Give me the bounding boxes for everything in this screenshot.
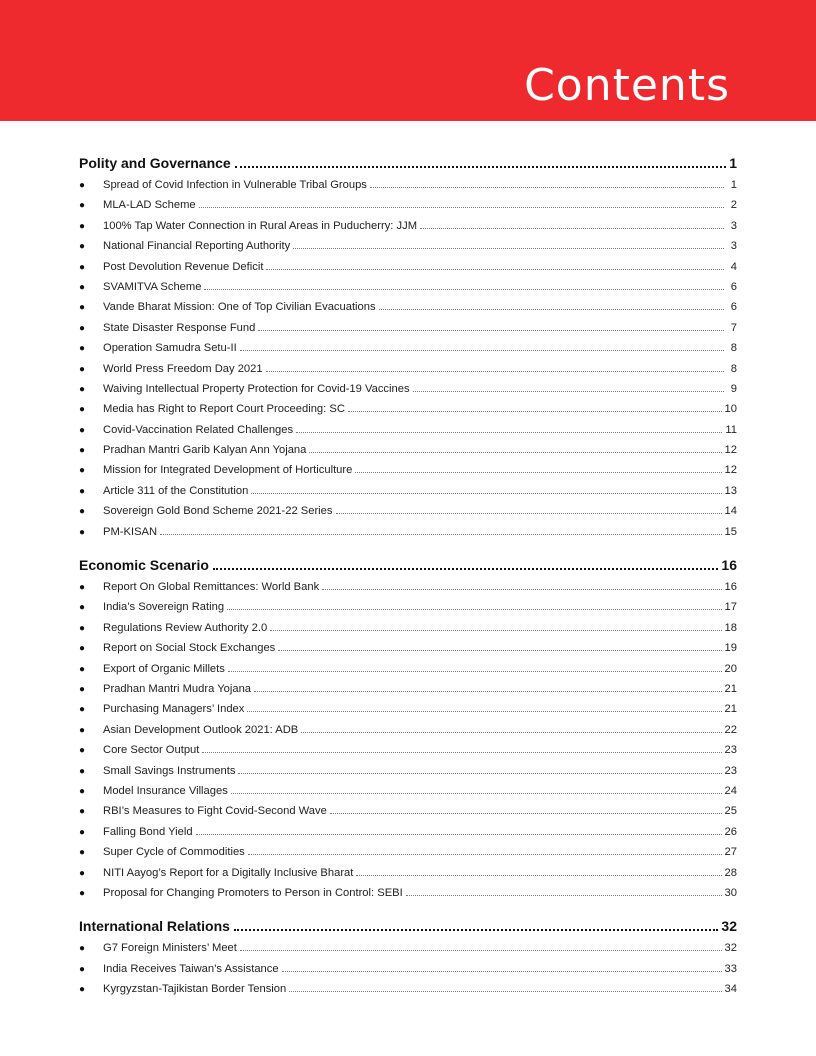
entry-title: Covid-Vaccination Related Challenges xyxy=(103,423,294,436)
toc-entry[interactable] xyxy=(79,642,737,662)
entry-page-number: 12 xyxy=(724,464,737,477)
section-title: International Relations xyxy=(79,918,230,935)
dot-leader xyxy=(251,492,721,494)
entry-title: India Receives Taiwan’s Assistance xyxy=(103,962,279,975)
dot-leader xyxy=(270,629,721,631)
bullet-icon: ● xyxy=(79,383,86,395)
dot-leader xyxy=(293,247,724,249)
bullet-icon: ● xyxy=(79,506,86,518)
toc-entry[interactable] xyxy=(79,424,737,444)
entry-title: MLA-LAD Scheme xyxy=(103,199,196,212)
toc-section xyxy=(79,155,737,546)
entry-title: Sovereign Gold Bond Scheme 2021-22 Series xyxy=(103,505,333,518)
bullet-icon: ● xyxy=(79,281,86,293)
entry-page-number: 20 xyxy=(724,662,737,675)
toc-entry[interactable] xyxy=(79,505,737,525)
toc-entry[interactable] xyxy=(79,301,737,321)
entry-title: NITI Aayog’s Report for a Digitally Inclusive Bharat xyxy=(103,866,354,879)
bullet-icon: ● xyxy=(79,847,86,859)
dot-leader xyxy=(231,792,722,794)
entry-title: Media has Right to Report Court Proceeding: SC xyxy=(103,403,345,416)
bullet-icon: ● xyxy=(79,424,86,436)
toc-entry[interactable] xyxy=(79,403,737,423)
entry-title: Pradhan Mantri Garib Kalyan Ann Yojana xyxy=(103,444,307,457)
entry-title: Regulations Review Authority 2.0 xyxy=(103,621,268,634)
toc-entry[interactable] xyxy=(79,444,737,464)
entry-page-number: 21 xyxy=(724,682,737,695)
toc-entry[interactable] xyxy=(79,601,737,621)
dot-leader xyxy=(228,670,722,672)
entry-page-number: 10 xyxy=(724,403,737,416)
entry-title: 100% Tap Water Connection in Rural Areas in Puducherry: JJM xyxy=(103,219,418,232)
dot-leader xyxy=(282,970,722,972)
bullet-icon: ● xyxy=(79,582,86,594)
entry-page-number: 8 xyxy=(730,362,737,375)
dot-leader xyxy=(204,288,724,290)
toc-entry[interactable] xyxy=(79,261,737,281)
bullet-icon: ● xyxy=(79,643,86,655)
bullet-icon: ● xyxy=(79,622,86,634)
toc-entry[interactable] xyxy=(79,942,737,962)
entry-title: National Financial Reporting Authority xyxy=(103,240,291,253)
entry-page-number: 14 xyxy=(724,505,737,518)
entry-page-number: 32 xyxy=(724,942,737,955)
bullet-icon: ● xyxy=(79,343,86,355)
entry-title: Kyrgyzstan-Tajikistan Border Tension xyxy=(103,983,287,996)
entry-page-number: 12 xyxy=(724,444,737,457)
bullet-icon: ● xyxy=(79,806,86,818)
bullet-icon: ● xyxy=(79,765,86,777)
entry-page-number: 11 xyxy=(725,423,737,436)
bullet-icon: ● xyxy=(79,724,86,736)
entry-page-number: 19 xyxy=(724,642,737,655)
dot-leader xyxy=(202,751,721,753)
toc-entry[interactable] xyxy=(79,363,737,383)
dot-leader xyxy=(199,206,724,208)
entry-title: Proposal for Changing Promoters to Person in Control: SEBI xyxy=(103,886,403,899)
toc-entry[interactable] xyxy=(79,240,737,260)
bullet-icon: ● xyxy=(79,363,86,375)
bullet-icon: ● xyxy=(79,887,86,899)
entry-title: Article 311 of the Constitution xyxy=(103,484,249,497)
toc-section xyxy=(79,918,737,1003)
bullet-icon: ● xyxy=(79,485,86,497)
dot-leader xyxy=(355,471,721,473)
toc-entry[interactable] xyxy=(79,887,737,907)
entry-title: World Press Freedom Day 2021 xyxy=(103,362,263,375)
section-page-number: 32 xyxy=(721,918,737,935)
table-of-contents xyxy=(79,155,737,1003)
toc-entry[interactable] xyxy=(79,765,737,785)
entry-page-number: 33 xyxy=(724,962,737,975)
bullet-icon: ● xyxy=(79,445,86,457)
dot-leader xyxy=(289,990,721,992)
toc-entry[interactable] xyxy=(79,846,737,866)
dot-leader xyxy=(278,649,721,651)
bullet-icon: ● xyxy=(79,404,86,416)
entry-title: Pradhan Mantri Mudra Yojana xyxy=(103,682,252,695)
entry-title: Waiving Intellectual Property Protection for Covid-19 Vaccines xyxy=(103,382,410,395)
entry-title: Core Sector Output xyxy=(103,744,200,757)
toc-entry[interactable] xyxy=(79,526,737,546)
toc-entry[interactable] xyxy=(79,724,737,744)
dot-leader xyxy=(301,731,721,733)
entry-page-number: 25 xyxy=(724,805,737,818)
dot-leader xyxy=(336,512,722,514)
entry-page-number: 26 xyxy=(724,825,737,838)
entry-title: RBI’s Measures to Fight Covid-Second Wave xyxy=(103,805,327,818)
entry-page-number: 30 xyxy=(724,886,737,899)
toc-entry[interactable] xyxy=(79,485,737,505)
entry-title: Small Savings Instruments xyxy=(103,764,236,777)
entry-title: Report On Global Remittances: World Bank xyxy=(103,581,320,594)
entry-title: Vande Bharat Mission: One of Top Civilian Evacuations xyxy=(103,301,376,314)
entry-page-number: 3 xyxy=(730,219,737,232)
section-spacer xyxy=(79,546,737,557)
bullet-icon: ● xyxy=(79,180,86,191)
entry-title: Asian Development Outlook 2021: ADB xyxy=(103,723,299,736)
bullet-icon: ● xyxy=(79,943,86,955)
toc-entry[interactable] xyxy=(79,199,737,219)
bullet-icon: ● xyxy=(79,302,86,314)
entry-page-number: 2 xyxy=(730,199,737,212)
dot-leader xyxy=(240,949,722,951)
entry-page-number: 3 xyxy=(730,240,737,253)
bullet-icon: ● xyxy=(79,867,86,879)
entry-page-number: 23 xyxy=(724,744,737,757)
toc-section xyxy=(79,557,737,907)
section-heading[interactable] xyxy=(79,155,737,179)
entry-page-number: 7 xyxy=(730,321,737,334)
toc-entry[interactable] xyxy=(79,703,737,723)
dot-leader xyxy=(379,308,724,310)
entry-page-number: 15 xyxy=(724,525,737,538)
entry-page-number: 6 xyxy=(730,301,737,314)
entry-page-number: 18 xyxy=(724,621,737,634)
toc-entry[interactable] xyxy=(79,581,737,601)
bullet-icon: ● xyxy=(79,241,86,253)
dot-leader xyxy=(266,268,724,270)
dot-leader xyxy=(240,349,724,351)
toc-entry[interactable] xyxy=(79,683,737,703)
entry-page-number: 24 xyxy=(724,784,737,797)
entry-page-number: 27 xyxy=(724,846,737,859)
bullet-icon: ● xyxy=(79,526,86,538)
dot-leader xyxy=(413,390,724,392)
entry-title: SVAMITVA Scheme xyxy=(103,280,202,293)
entry-title: Purchasing Managers’ Index xyxy=(103,703,245,716)
dot-leader xyxy=(234,928,719,931)
toc-entry[interactable] xyxy=(79,805,737,825)
dot-leader xyxy=(330,812,722,814)
dot-leader xyxy=(406,894,722,896)
entry-page-number: 23 xyxy=(724,764,737,777)
bullet-icon: ● xyxy=(79,261,86,273)
section-heading[interactable] xyxy=(79,918,737,942)
bullet-icon: ● xyxy=(79,826,86,838)
entry-page-number: 28 xyxy=(724,866,737,879)
toc-entry[interactable] xyxy=(79,383,737,403)
toc-entry[interactable] xyxy=(79,464,737,484)
dot-leader xyxy=(356,874,721,876)
toc-entry[interactable] xyxy=(79,663,737,683)
dot-leader xyxy=(196,833,722,835)
entry-title: G7 Foreign Ministers’ Meet xyxy=(103,942,237,955)
dot-leader xyxy=(213,567,718,570)
entry-page-number: 6 xyxy=(730,280,737,293)
entry-title: Falling Bond Yield xyxy=(103,825,193,838)
toc-entry[interactable] xyxy=(79,826,737,846)
bullet-icon: ● xyxy=(79,220,86,232)
bullet-icon: ● xyxy=(79,963,86,975)
dot-leader xyxy=(254,690,722,692)
toc-entry[interactable] xyxy=(79,179,737,199)
toc-entry[interactable] xyxy=(79,983,737,1003)
dot-leader xyxy=(258,329,724,331)
dot-leader xyxy=(309,451,721,453)
dot-leader xyxy=(227,608,721,610)
entry-title: India’s Sovereign Rating xyxy=(103,601,225,614)
section-title: Economic Scenario xyxy=(79,557,209,574)
entry-page-number: 34 xyxy=(724,983,737,996)
dot-leader xyxy=(248,853,722,855)
entry-page-number: 17 xyxy=(724,601,737,614)
entry-title: Report on Social Stock Exchanges xyxy=(103,642,276,655)
entry-page-number: 8 xyxy=(730,342,737,355)
entry-title: PM-KISAN xyxy=(103,525,158,538)
entry-title: Export of Organic Millets xyxy=(103,662,225,675)
toc-entry[interactable] xyxy=(79,281,737,301)
toc-entry[interactable] xyxy=(79,744,737,764)
entry-page-number: 1 xyxy=(730,179,737,191)
section-page-number: 16 xyxy=(721,557,737,574)
toc-entry[interactable] xyxy=(79,342,737,362)
bullet-icon: ● xyxy=(79,602,86,614)
dot-leader xyxy=(266,370,724,372)
dot-leader xyxy=(370,186,724,188)
toc-entry[interactable] xyxy=(79,622,737,642)
entry-title: Operation Samudra Setu-II xyxy=(103,342,237,355)
dot-leader xyxy=(247,710,721,712)
bullet-icon: ● xyxy=(79,663,86,675)
bullet-icon: ● xyxy=(79,704,86,716)
toc-entry[interactable] xyxy=(79,867,737,887)
toc-entry[interactable] xyxy=(79,220,737,240)
entry-page-number: 22 xyxy=(724,723,737,736)
bullet-icon: ● xyxy=(79,745,86,757)
section-heading[interactable] xyxy=(79,557,737,581)
entry-page-number: 16 xyxy=(724,581,737,594)
dot-leader xyxy=(348,410,722,412)
entry-page-number: 13 xyxy=(724,484,737,497)
dot-leader xyxy=(322,588,721,590)
section-title: Polity and Governance xyxy=(79,155,231,171)
bullet-icon: ● xyxy=(79,984,86,996)
dot-leader xyxy=(238,772,721,774)
toc-entry[interactable] xyxy=(79,785,737,805)
section-page-number: 1 xyxy=(729,155,737,171)
dot-leader xyxy=(420,227,724,229)
entry-title: Super Cycle of Commodities xyxy=(103,846,245,859)
entry-title: Post Devolution Revenue Deficit xyxy=(103,260,264,273)
dot-leader xyxy=(296,431,722,433)
bullet-icon: ● xyxy=(79,322,86,334)
dot-leader xyxy=(235,165,726,168)
toc-entry[interactable] xyxy=(79,322,737,342)
entry-title: Mission for Integrated Development of Horticulture xyxy=(103,464,353,477)
section-spacer xyxy=(79,907,737,918)
entry-page-number: 21 xyxy=(724,703,737,716)
entry-title: State Disaster Response Fund xyxy=(103,321,256,334)
bullet-icon: ● xyxy=(79,465,86,477)
entry-title: Model Insurance Villages xyxy=(103,784,228,797)
dot-leader xyxy=(160,533,721,535)
entry-page-number: 9 xyxy=(730,382,737,395)
toc-entry[interactable] xyxy=(79,963,737,983)
entry-page-number: 4 xyxy=(730,260,737,273)
bullet-icon: ● xyxy=(79,785,86,797)
entry-title: Spread of Covid Infection in Vulnerable Tribal Groups xyxy=(103,179,367,191)
bullet-icon: ● xyxy=(79,683,86,695)
bullet-icon: ● xyxy=(79,200,86,212)
header-banner xyxy=(0,0,816,121)
page-title: Contents xyxy=(524,60,730,111)
